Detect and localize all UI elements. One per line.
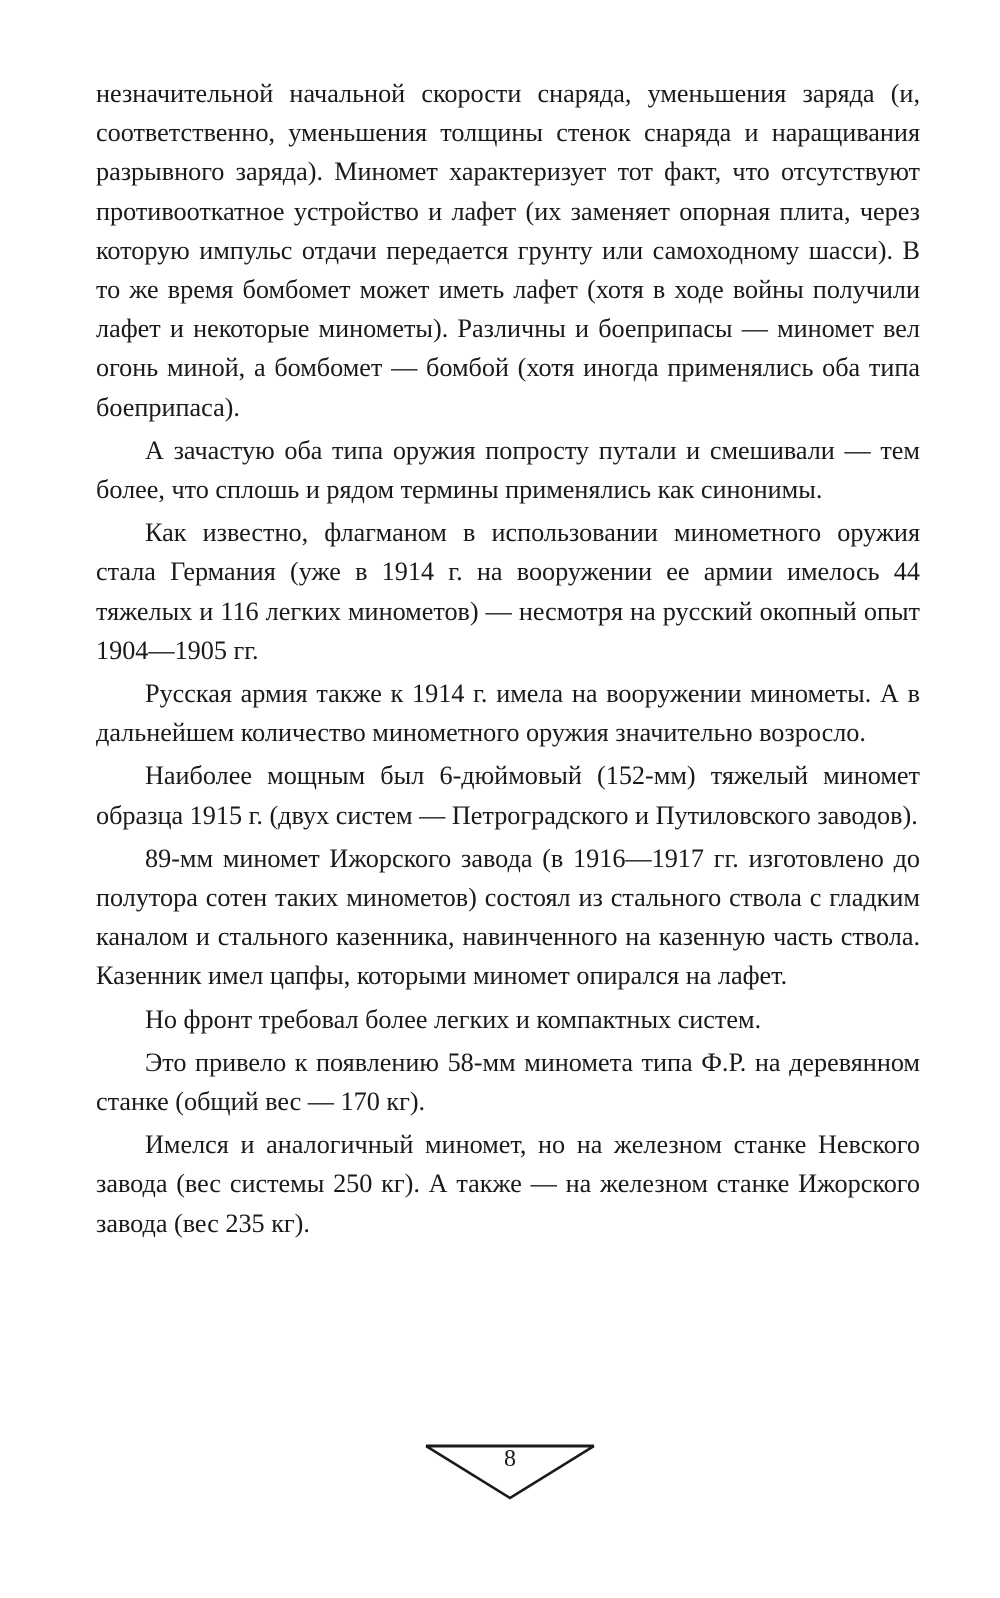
paragraph-3: Как известно, флагманом в использовании минометного оружия стала Германия (уже в 1914 г. на вооружении ее армии имелось 44 тяжелых и 116 легких минометов) — несмотря на русский окопный опыт 1904—1905 гг.: [96, 518, 920, 665]
paragraph-1: незначительной начальной скорости снаряда, уменьшения заряда (и, соответственно, уменьшения толщины стенок снаряда и наращивания разрывного заряда). Миномет характеризует тот факт, что отсутствуют противооткатное устройство и лафет (их заменяет опорная плита, через которую импульс отдачи передается грунту или самоходному шасси). В то же время бомбомет может иметь лафет (хотя в ходе войны получили лафет и некоторые минометы). Различны и боеприпасы — миномет вел огонь миной, а бомбомет — бомбой (хотя иногда применялись оба типа боеприпаса).: [96, 79, 920, 422]
paragraph-8: Это привело к появлению 58-мм миномета типа Ф.Р. на деревянном станке (общий вес — 170 кг).: [96, 1047, 920, 1117]
paragraph-2: А зачастую оба типа оружия попросту путали и смешивали — тем более, что сплошь и рядом термины применялись как синонимы.: [96, 435, 920, 505]
paragraph-4: Русская армия также к 1914 г. имела на вооружении минометы. А в дальнейшем количество минометного оружия значительно возросло.: [96, 679, 920, 748]
page-number: 8: [504, 1446, 516, 1472]
paragraph-9: Имелся и аналогичный миномет, но на железном станке Невского завода (вес системы 250 кг). А также — на железном станке Ижорского завода (вес 235 кг).: [96, 1130, 920, 1238]
page-body: [96, 74, 920, 1247]
paragraph-6: 89-мм миномет Ижорского завода (в 1916—1917 гг. изготовлено до полутора сотен таких минометов) состоял из стального ствола с гладким каналом и стального казенника, навинченного на казенную часть ствола. Казенник имел цапфы, которыми миномет опирался на лафет.: [96, 843, 920, 991]
paragraph-5: Наиболее мощным был 6-дюймовый (152-мм) тяжелый миномет образца 1915 г. (двух систем — Петроградского и Путиловского заводов).: [96, 761, 920, 830]
page-number-ornament: [424, 1442, 586, 1502]
paragraph-7: Но фронт требовал более легких и компактных систем.: [145, 1004, 762, 1034]
